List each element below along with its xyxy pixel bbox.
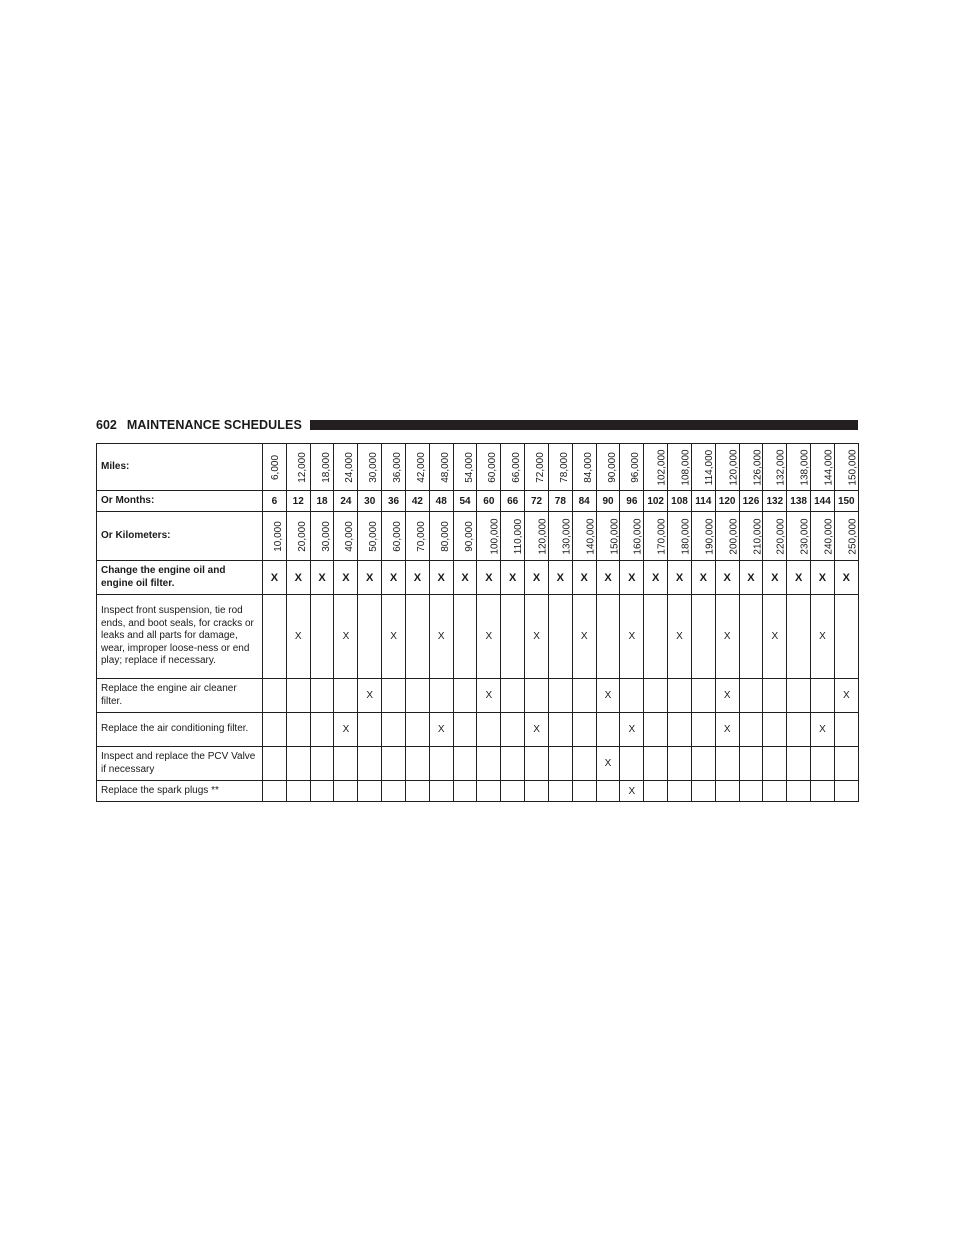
- service-mark: [739, 713, 763, 747]
- service-mark: [691, 747, 715, 781]
- miles-cell: [358, 444, 382, 491]
- service-mark: X: [525, 595, 549, 679]
- kilometers-cell: [477, 512, 501, 561]
- service-mark: [763, 747, 787, 781]
- service-mark: [429, 781, 453, 802]
- service-mark: X: [787, 561, 811, 595]
- kilometers-cell: [668, 512, 692, 561]
- service-mark: [691, 781, 715, 802]
- service-mark: X: [715, 595, 739, 679]
- service-mark: [691, 679, 715, 713]
- service-mark: X: [620, 595, 644, 679]
- service-mark: [763, 781, 787, 802]
- months-value: 84: [572, 491, 596, 512]
- service-mark: [834, 747, 858, 781]
- service-mark: [405, 595, 429, 679]
- miles-value: 6,000: [270, 454, 282, 480]
- kilometers-value: 210,000: [752, 517, 764, 555]
- months-value: 60: [477, 491, 501, 512]
- kilometers-value: 70,000: [415, 520, 427, 552]
- service-mark: [358, 747, 382, 781]
- miles-value: 60,000: [487, 451, 499, 483]
- kilometers-cell: [763, 512, 787, 561]
- service-mark: X: [358, 679, 382, 713]
- service-mark: [382, 679, 406, 713]
- kilometers-cell: [715, 512, 739, 561]
- service-label: Change the engine oil and engine oil filter.: [97, 561, 263, 595]
- months-value: 132: [763, 491, 787, 512]
- service-mark: [310, 781, 334, 802]
- service-mark: [763, 713, 787, 747]
- service-mark: X: [739, 561, 763, 595]
- service-mark: [715, 781, 739, 802]
- service-mark: [453, 679, 477, 713]
- service-mark: [715, 747, 739, 781]
- service-mark: [429, 679, 453, 713]
- service-mark: X: [429, 561, 453, 595]
- service-mark: [644, 595, 668, 679]
- header-rule: [310, 420, 858, 430]
- miles-value: 24,000: [344, 451, 356, 483]
- kilometers-cell: [334, 512, 358, 561]
- miles-cell: [787, 444, 811, 491]
- miles-value: 126,000: [752, 448, 764, 486]
- kilometers-value: 170,000: [656, 517, 668, 555]
- service-mark: X: [644, 561, 668, 595]
- service-mark: X: [620, 781, 644, 802]
- kilometers-cell: [453, 512, 477, 561]
- months-value: 150: [834, 491, 858, 512]
- miles-value: 132,000: [775, 448, 787, 486]
- miles-value: 48,000: [439, 451, 451, 483]
- kilometers-cell: [358, 512, 382, 561]
- service-mark: X: [763, 595, 787, 679]
- service-mark: [429, 747, 453, 781]
- service-mark: [334, 781, 358, 802]
- service-mark: X: [405, 561, 429, 595]
- service-mark: [501, 595, 525, 679]
- service-mark: [286, 679, 310, 713]
- service-mark: X: [525, 561, 549, 595]
- service-mark: X: [834, 679, 858, 713]
- miles-value: 108,000: [680, 448, 692, 486]
- months-value: 144: [811, 491, 835, 512]
- service-mark: [596, 781, 620, 802]
- service-mark: [787, 747, 811, 781]
- service-mark: [453, 781, 477, 802]
- kilometers-cell: [596, 512, 620, 561]
- service-mark: [834, 781, 858, 802]
- service-mark: X: [715, 561, 739, 595]
- service-mark: X: [334, 595, 358, 679]
- service-mark: [834, 595, 858, 679]
- service-mark: X: [548, 561, 572, 595]
- service-mark: [263, 595, 287, 679]
- months-value: 30: [358, 491, 382, 512]
- schedule-row: [97, 747, 859, 781]
- miles-value: 150,000: [847, 448, 859, 486]
- service-mark: [644, 747, 668, 781]
- kilometers-value: 230,000: [799, 517, 811, 555]
- service-mark: [405, 747, 429, 781]
- service-mark: X: [382, 561, 406, 595]
- miles-cell: [715, 444, 739, 491]
- service-mark: [286, 747, 310, 781]
- service-mark: [286, 713, 310, 747]
- service-mark: [739, 781, 763, 802]
- miles-cell: [596, 444, 620, 491]
- kilometers-cell: [405, 512, 429, 561]
- service-mark: X: [715, 679, 739, 713]
- page-number: 602: [96, 418, 117, 432]
- service-mark: [501, 679, 525, 713]
- service-mark: X: [763, 561, 787, 595]
- miles-cell: [572, 444, 596, 491]
- service-mark: [263, 679, 287, 713]
- service-mark: [787, 781, 811, 802]
- kilometers-cell: [501, 512, 525, 561]
- miles-cell: [382, 444, 406, 491]
- kilometers-value: 150,000: [609, 517, 621, 555]
- service-mark: [382, 747, 406, 781]
- months-value: 138: [787, 491, 811, 512]
- service-mark: X: [811, 561, 835, 595]
- service-mark: [453, 713, 477, 747]
- months-label: Or Months:: [97, 491, 263, 512]
- service-mark: [263, 747, 287, 781]
- kilometers-cell: [691, 512, 715, 561]
- months-value: 126: [739, 491, 763, 512]
- service-mark: [310, 679, 334, 713]
- miles-value: 138,000: [799, 448, 811, 486]
- service-mark: [787, 595, 811, 679]
- service-mark: [739, 595, 763, 679]
- service-mark: X: [620, 713, 644, 747]
- service-mark: [477, 747, 501, 781]
- miles-cell: [405, 444, 429, 491]
- kilometers-value: 140,000: [585, 517, 597, 555]
- service-mark: X: [429, 595, 453, 679]
- kilometers-cell: [382, 512, 406, 561]
- miles-value: 96,000: [630, 451, 642, 483]
- kilometers-value: 40,000: [344, 520, 356, 552]
- service-mark: [691, 595, 715, 679]
- kilometers-value: 240,000: [823, 517, 835, 555]
- kilometers-value: 110,000: [513, 518, 525, 554]
- service-mark: X: [834, 561, 858, 595]
- service-mark: [811, 781, 835, 802]
- service-mark: [668, 781, 692, 802]
- kilometers-value: 100,000: [490, 517, 502, 555]
- kilometers-value: 120,000: [537, 517, 549, 555]
- service-mark: [811, 747, 835, 781]
- miles-cell: [691, 444, 715, 491]
- months-value: 96: [620, 491, 644, 512]
- service-mark: [572, 679, 596, 713]
- kilometers-value: 90,000: [463, 520, 475, 552]
- service-mark: [382, 781, 406, 802]
- service-mark: [358, 713, 382, 747]
- service-mark: [263, 713, 287, 747]
- miles-value: 30,000: [368, 451, 380, 483]
- service-mark: [644, 679, 668, 713]
- service-mark: [405, 781, 429, 802]
- miles-cell: [668, 444, 692, 491]
- miles-value: 72,000: [534, 451, 546, 483]
- service-mark: [668, 679, 692, 713]
- miles-label: Miles:: [97, 444, 263, 491]
- service-mark: [691, 713, 715, 747]
- schedule-row: [97, 595, 859, 679]
- service-mark: X: [525, 713, 549, 747]
- service-mark: [668, 713, 692, 747]
- section-title: MAINTENANCE SCHEDULES: [126, 418, 302, 432]
- service-mark: X: [382, 595, 406, 679]
- miles-value: 102,000: [656, 448, 668, 486]
- months-value: 72: [525, 491, 549, 512]
- service-mark: [739, 747, 763, 781]
- schedule-row: [97, 561, 859, 595]
- miles-cell: [811, 444, 835, 491]
- service-mark: [453, 747, 477, 781]
- miles-value: 120,000: [728, 448, 740, 486]
- months-value: 42: [405, 491, 429, 512]
- service-mark: X: [334, 561, 358, 595]
- miles-cell: [834, 444, 858, 491]
- service-mark: X: [620, 561, 644, 595]
- months-value: 48: [429, 491, 453, 512]
- page-header: [96, 417, 858, 433]
- miles-value: 54,000: [463, 451, 475, 483]
- kilometers-cell: [644, 512, 668, 561]
- service-mark: X: [501, 561, 525, 595]
- service-label: Replace the engine air cleaner filter.: [97, 679, 263, 713]
- service-mark: [668, 747, 692, 781]
- service-mark: [739, 679, 763, 713]
- service-mark: [763, 679, 787, 713]
- kilometers-row: [97, 512, 859, 561]
- service-mark: [358, 781, 382, 802]
- service-mark: X: [477, 679, 501, 713]
- service-mark: [644, 781, 668, 802]
- kilometers-cell: [286, 512, 310, 561]
- months-value: 24: [334, 491, 358, 512]
- kilometers-value: 20,000: [296, 520, 308, 552]
- miles-cell: [525, 444, 549, 491]
- service-mark: [572, 747, 596, 781]
- miles-cell: [334, 444, 358, 491]
- kilometers-value: 130,000: [561, 517, 573, 555]
- months-value: 12: [286, 491, 310, 512]
- service-mark: [644, 713, 668, 747]
- service-mark: [620, 747, 644, 781]
- service-mark: X: [811, 713, 835, 747]
- service-mark: X: [263, 561, 287, 595]
- service-mark: [548, 679, 572, 713]
- service-mark: [525, 747, 549, 781]
- service-mark: X: [453, 561, 477, 595]
- service-mark: [405, 679, 429, 713]
- kilometers-value: 190,000: [704, 517, 716, 555]
- miles-cell: [763, 444, 787, 491]
- kilometers-cell: [310, 512, 334, 561]
- service-mark: [286, 781, 310, 802]
- service-mark: [525, 781, 549, 802]
- kilometers-value: 60,000: [391, 520, 403, 552]
- service-mark: X: [286, 561, 310, 595]
- service-mark: [548, 781, 572, 802]
- service-mark: X: [477, 561, 501, 595]
- months-value: 6: [263, 491, 287, 512]
- service-mark: X: [572, 561, 596, 595]
- service-mark: [310, 713, 334, 747]
- kilometers-label: Or Kilometers:: [97, 512, 263, 561]
- service-mark: [548, 747, 572, 781]
- service-mark: [310, 595, 334, 679]
- months-value: 78: [548, 491, 572, 512]
- kilometers-value: 200,000: [728, 517, 740, 555]
- service-mark: X: [715, 713, 739, 747]
- kilometers-value: 30,000: [320, 520, 332, 552]
- service-mark: X: [477, 595, 501, 679]
- kilometers-cell: [811, 512, 835, 561]
- miles-cell: [263, 444, 287, 491]
- service-mark: [405, 713, 429, 747]
- miles-cell: [501, 444, 525, 491]
- service-mark: X: [596, 561, 620, 595]
- miles-cell: [620, 444, 644, 491]
- service-mark: [382, 713, 406, 747]
- kilometers-value: 160,000: [633, 517, 644, 555]
- miles-cell: [429, 444, 453, 491]
- service-mark: [811, 679, 835, 713]
- miles-value: 90,000: [606, 451, 618, 483]
- miles-value: 66,000: [511, 451, 523, 483]
- months-value: 120: [715, 491, 739, 512]
- service-mark: [787, 713, 811, 747]
- miles-cell: [477, 444, 501, 491]
- service-mark: X: [596, 747, 620, 781]
- kilometers-cell: [787, 512, 811, 561]
- service-mark: X: [668, 561, 692, 595]
- months-value: 108: [668, 491, 692, 512]
- miles-cell: [310, 444, 334, 491]
- months-value: 90: [596, 491, 620, 512]
- kilometers-value: 220,000: [775, 517, 787, 555]
- kilometers-value: 80,000: [439, 520, 451, 552]
- schedule-row: [97, 713, 859, 747]
- service-mark: X: [358, 561, 382, 595]
- months-value: 102: [644, 491, 668, 512]
- service-mark: [477, 781, 501, 802]
- months-value: 114: [691, 491, 715, 512]
- service-mark: X: [691, 561, 715, 595]
- service-mark: [334, 747, 358, 781]
- kilometers-cell: [263, 512, 287, 561]
- kilometers-value: 250,000: [847, 517, 859, 555]
- service-mark: [453, 595, 477, 679]
- months-value: 54: [453, 491, 477, 512]
- service-mark: [548, 595, 572, 679]
- service-mark: [263, 781, 287, 802]
- miles-value: 18,000: [320, 451, 332, 483]
- service-mark: [477, 713, 501, 747]
- service-mark: [310, 747, 334, 781]
- service-mark: [620, 679, 644, 713]
- service-mark: [501, 747, 525, 781]
- miles-cell: [548, 444, 572, 491]
- kilometers-value: 50,000: [368, 520, 380, 552]
- service-mark: X: [429, 713, 453, 747]
- miles-value: 36,000: [391, 451, 403, 483]
- miles-value: 78,000: [558, 451, 570, 483]
- kilometers-value: 180,000: [680, 517, 692, 555]
- service-mark: [834, 713, 858, 747]
- service-mark: X: [310, 561, 334, 595]
- months-row: [97, 491, 859, 512]
- service-mark: X: [668, 595, 692, 679]
- miles-cell: [453, 444, 477, 491]
- miles-value: 84,000: [582, 451, 594, 483]
- kilometers-value: 10,000: [272, 520, 284, 552]
- service-mark: X: [334, 713, 358, 747]
- months-value: 36: [382, 491, 406, 512]
- kilometers-cell: [572, 512, 596, 561]
- service-label: Inspect and replace the PCV Valve if necessary: [97, 747, 263, 781]
- miles-row: [97, 444, 859, 491]
- service-mark: [572, 713, 596, 747]
- miles-value: 144,000: [823, 448, 835, 486]
- miles-value: 42,000: [415, 451, 427, 483]
- service-mark: [548, 713, 572, 747]
- service-mark: X: [811, 595, 835, 679]
- service-mark: [787, 679, 811, 713]
- schedule-row: [97, 781, 859, 802]
- kilometers-cell: [834, 512, 858, 561]
- months-value: 66: [501, 491, 525, 512]
- service-mark: [596, 595, 620, 679]
- miles-cell: [286, 444, 310, 491]
- service-label: Replace the air conditioning filter.: [97, 713, 263, 747]
- kilometers-cell: [548, 512, 572, 561]
- kilometers-cell: [739, 512, 763, 561]
- miles-value: 12,000: [296, 451, 308, 483]
- service-mark: [501, 781, 525, 802]
- service-mark: [596, 713, 620, 747]
- kilometers-cell: [525, 512, 549, 561]
- service-mark: [358, 595, 382, 679]
- miles-value: 114,000: [704, 449, 716, 485]
- months-value: 18: [310, 491, 334, 512]
- service-mark: X: [572, 595, 596, 679]
- service-mark: [501, 713, 525, 747]
- service-mark: X: [286, 595, 310, 679]
- kilometers-cell: [620, 512, 644, 561]
- service-mark: X: [596, 679, 620, 713]
- service-mark: [334, 679, 358, 713]
- maintenance-schedule-table: [96, 443, 859, 802]
- service-mark: [525, 679, 549, 713]
- service-label: Inspect front suspension, tie rod ends, and boot seals, for cracks or leaks and all parts for damage, wear, improper loose-ness or end play; replace if necessary.: [97, 595, 263, 679]
- service-label: Replace the spark plugs **: [97, 781, 263, 802]
- schedule-row: [97, 679, 859, 713]
- service-mark: [572, 781, 596, 802]
- miles-cell: [644, 444, 668, 491]
- miles-cell: [739, 444, 763, 491]
- kilometers-cell: [429, 512, 453, 561]
